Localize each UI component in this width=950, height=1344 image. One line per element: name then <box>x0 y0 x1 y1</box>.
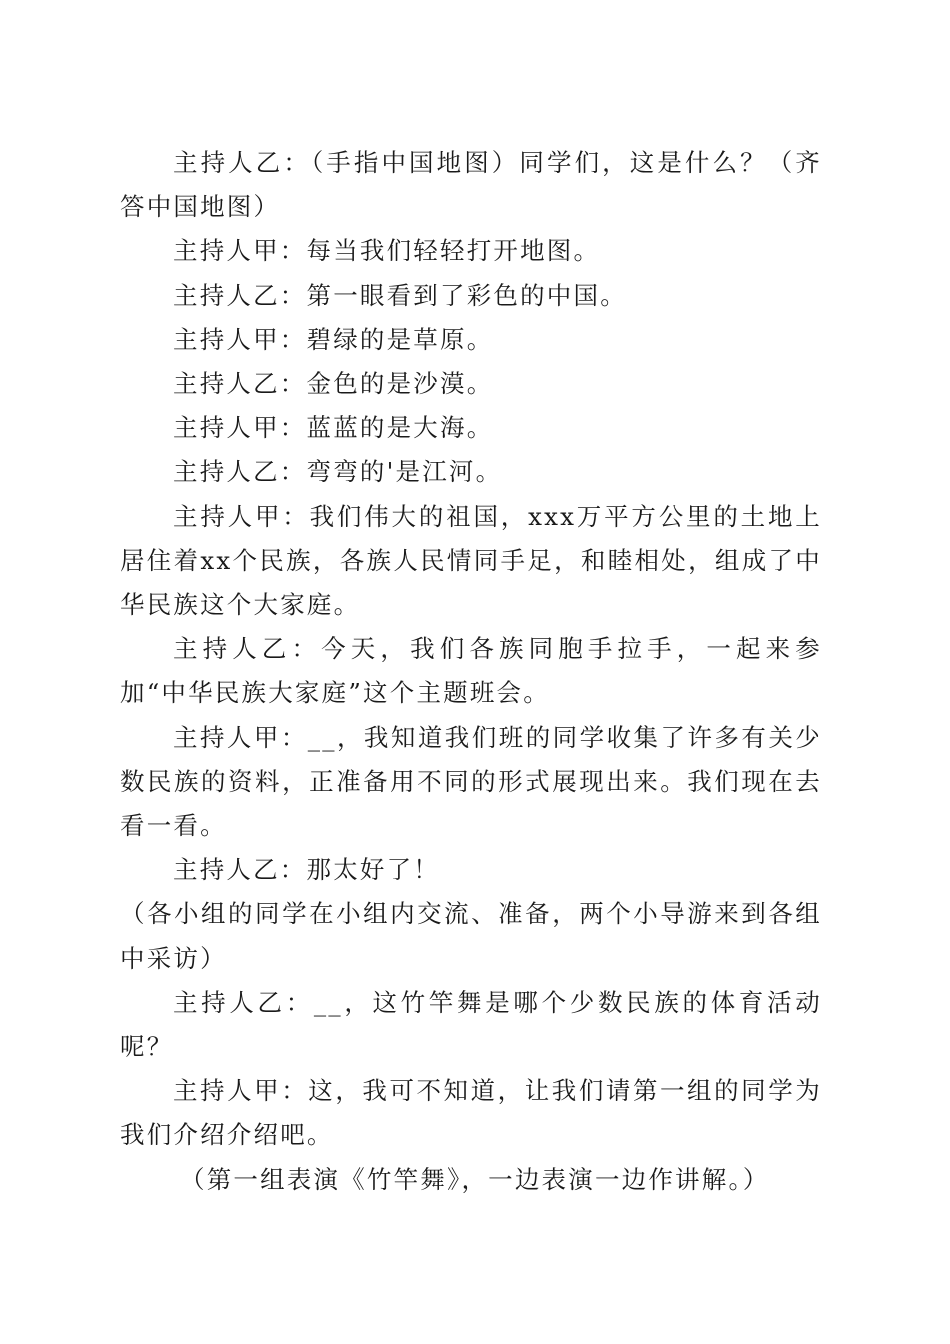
paragraph-host-jia-open-map: 主持人甲：每当我们轻轻打开地图。 <box>173 236 601 266</box>
paragraph-host-yi-class-meeting: 主持人乙：今天，我们各族同胞手拉手，一起来参加“中华民族大家庭”这个主题班会。 <box>120 634 822 708</box>
paragraph-host-jia-motherland: 主持人甲：我们伟大的祖国，xxx万平方公里的土地上居住着xx个民族，各族人民情同手足，和睦相处，组成了中华民族这个大家庭。 <box>120 501 822 620</box>
paragraph-host-yi-bamboo-dance: 主持人乙：__，这竹竿舞是哪个少数民族的体育活动呢？ <box>120 987 822 1062</box>
paragraph-host-jia-materials: 主持人甲：__，我知道我们班的同学收集了许多有关少数民族的资料，正准备用不同的形式展现出来。我们现在去看一看。 <box>120 722 822 841</box>
document-body <box>120 141 822 1202</box>
paragraph-host-yi-colorful-china: 主持人乙：第一眼看到了彩色的中国。 <box>173 280 627 310</box>
paragraph-stage-direction-performance: （第一组表演《竹竿舞》，一边表演一边作讲解。） <box>180 1164 770 1194</box>
paragraph-host-jia-sea: 主持人甲：蓝蓝的是大海。 <box>173 413 494 443</box>
paragraph-host-yi-rivers: 主持人乙：弯弯的'是江河。 <box>173 457 503 487</box>
paragraph-host-yi-great: 主持人乙：那太好了！ <box>173 855 440 885</box>
paragraph-host-jia-introduce: 主持人甲：这，我可不知道，让我们请第一组的同学为我们介绍介绍吧。 <box>120 1076 822 1150</box>
paragraph-host-jia-grassland: 主持人甲：碧绿的是草原。 <box>173 324 494 354</box>
paragraph-stage-direction-groups: （各小组的同学在小组内交流、准备，两个小导游来到各组中采访） <box>120 899 822 973</box>
paragraph-host-yi-desert: 主持人乙：金色的是沙漠。 <box>173 369 494 399</box>
paragraph-host-yi-map: 主持人乙：（手指中国地图）同学们，这是什么？（齐答中国地图） <box>120 148 822 222</box>
